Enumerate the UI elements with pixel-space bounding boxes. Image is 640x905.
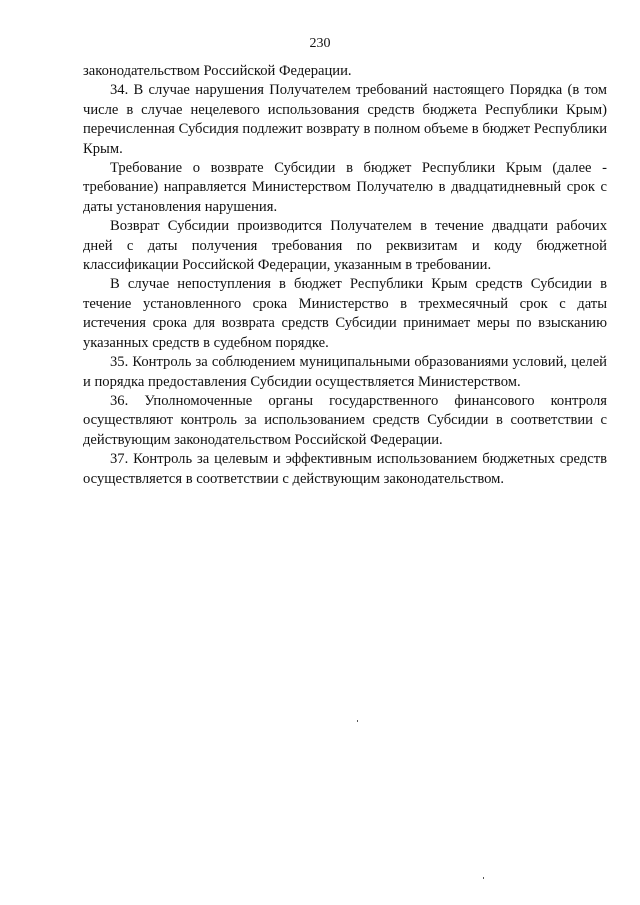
paragraph-34: 34. В случае нарушения Получателем требований настоящего Порядка (в том числе в случае нецелевого использования средств бюджета Республики Крым) перечисленная Субсидия подлежит возврату в полном объеме в бюджет Республики Крым.: [83, 82, 607, 157]
paragraph-continuation: законодательством Российской Федерации.: [83, 63, 352, 79]
paragraph-35: 35. Контроль за соблюдением муниципальными образованиями условий, целей и порядка предоставления Субсидии осуществляется Министерством.: [83, 354, 607, 390]
paragraph-non-receipt: В случае непоступления в бюджет Республики Крым средств Субсидии в течение установленного срока Министерство в трехмесячный срок с даты истечения срока для возврата средств Субсидии принимает меры по взысканию указанных средств в судебном порядке.: [83, 276, 607, 351]
paragraph-36: 36. Уполномоченные органы государственного финансового контроля осуществляют контроль за использованием средств Субсидии в соответствии с действующим законодательством Российской Федерации.: [83, 392, 607, 448]
paragraph-refund: Возврат Субсидии производится Получателем в течение двадцати рабочих дней с даты получения требования по реквизитам и коду бюджетной классификации Российской Федерации, указанным в требовании.: [83, 218, 607, 274]
paragraph-requirement: Требование о возврате Субсидии в бюджет Республики Крым (далее - требование) направляется Министерством Получателю в двадцатидневный срок с даты установления нарушения.: [83, 160, 607, 215]
scan-speck: [357, 720, 358, 722]
paragraph-37: 37. Контроль за целевым и эффективным использованием бюджетных средств осуществляется в соответствии с действующим законодательством.: [83, 451, 607, 487]
document-body: [83, 62, 607, 489]
scan-speck: [483, 877, 484, 879]
page-number: 230: [309, 36, 331, 51]
